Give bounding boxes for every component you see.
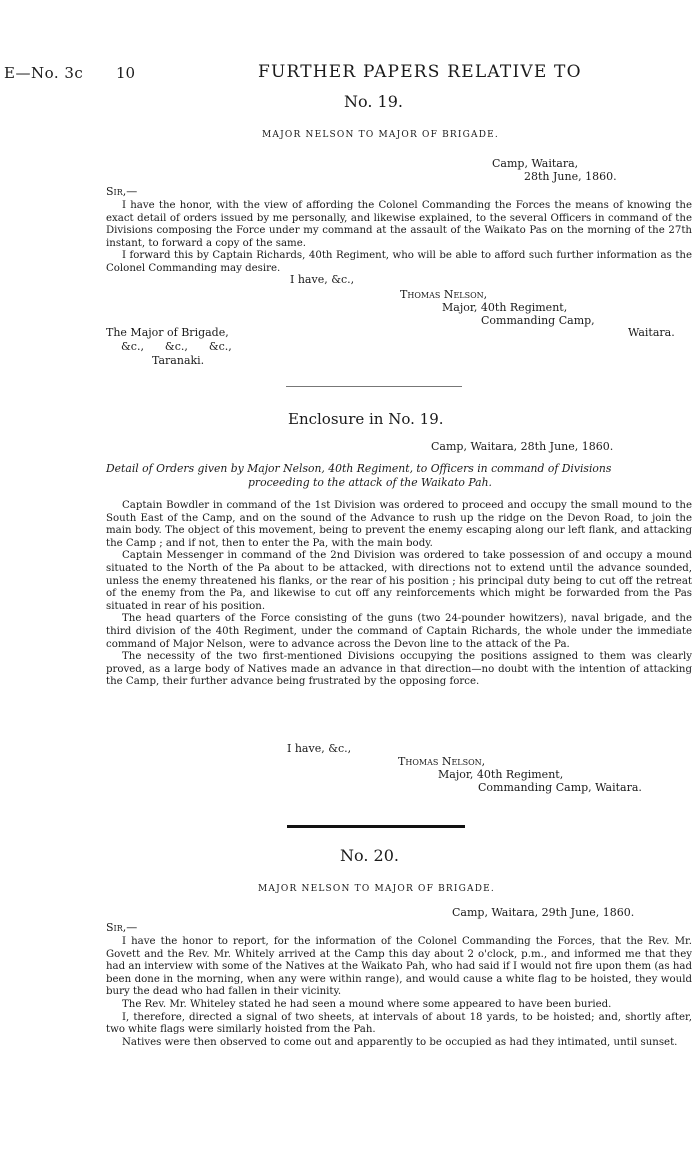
letter-20-body (106, 936, 692, 1049)
document-reference: E—No. 3c (4, 64, 84, 82)
letter-19-signature-rank: Major, 40th Regiment, (442, 301, 568, 314)
enclosure-paragraph: The necessity of the two first-mentioned Divisions occupying the positions assigned to them was clearly proved, as a large body of Natives made an advance in that direction—no doubt with the intention of attacking the Camp, their further advance being frustrated by the opposing force. (106, 651, 692, 688)
enclosure-body (106, 500, 692, 689)
letter-19-closing: I have, &c., (290, 273, 355, 286)
enclosure-paragraph: The head quarters of the Force consisting of the guns (two 24-pounder howitzers), naval brigade, and the third division of the 40th Regiment, under the command of Captain Richards, the whole under the immediate command of Major Nelson, were to advance across the Devon line to the attack of the Pa. (106, 613, 692, 650)
letter-20-subject: MAJOR NELSON TO MAJOR OF BRIGADE. (258, 884, 495, 894)
page-number: 10 (116, 64, 136, 82)
letter-19-paragraph: I forward this by Captain Richards, 40th Regiment, who will be able to afford such further information as the Colonel Commanding may desire. (106, 250, 692, 274)
section-divider (286, 386, 462, 387)
enclosure-closing: I have, &c., (287, 742, 352, 755)
letter-19-body (106, 200, 692, 276)
letter-19-date: 28th June, 1860. (524, 170, 617, 183)
letter-19-addressee-place: Taranaki. (152, 354, 205, 367)
enclosure-title: Enclosure in No. 19. (288, 410, 444, 428)
letter-19-place: Camp, Waitara, (492, 157, 579, 170)
letter-20-paragraph: Natives were then observed to come out and apparently to be occupied as had they intimated, until sunset. (122, 1036, 678, 1048)
letter-19-subject: MAJOR NELSON TO MAJOR OF BRIGADE. (262, 130, 499, 140)
enclosure-heading-line-2: proceeding to the attack of the Waikato Pah. (248, 476, 492, 489)
enclosure-signature-command: Commanding Camp, Waitara. (478, 781, 642, 794)
enclosure-paragraph: Captain Messenger in command of the 2nd Division was ordered to take possession of and occupy a mound situated to the North of the Pa about to be attacked, with directions not to extend until the advance sounded, unless the enemy threatened his flanks, or the rear of his position ; his principal duty being to cut off the retreat of the enemy from the Pa, and likewise to cut off any reinforcements which might be forwarded from the Pas situated in rear of his position. (106, 550, 692, 612)
letter-19-signature-command: Commanding Camp, (481, 314, 595, 327)
enclosure-place-date: Camp, Waitara, 28th June, 1860. (431, 440, 614, 453)
letter-20-salutation: Sir,— (106, 921, 138, 934)
letter-19-salutation: Sir,— (106, 185, 138, 198)
enclosure-paragraph: Captain Bowdler in command of the 1st Division was ordered to proceed and occupy the small mound to the South East of the Camp, and on the sound of the Advance to rush up the ridge on the Devon Road, to join the main body. The object of this movement, being to prevent the enemy escaping along our left flank, and attacking the Camp ; and if not, then to enter the Pa, with the main body. (106, 500, 692, 549)
letter-20-number: No. 20. (340, 846, 399, 865)
letter-19-signature: Thomas Nelson, (400, 288, 488, 301)
letter-19-addressee-etc: &c., &c., &c., (121, 340, 232, 353)
letter-19-addressee: The Major of Brigade, (106, 326, 229, 339)
running-title: FURTHER PAPERS RELATIVE TO (258, 62, 582, 82)
letter-20-place-date: Camp, Waitara, 29th June, 1860. (452, 906, 635, 919)
letter-20-paragraph: The Rev. Mr. Whiteley stated he had seen a mound where some appeared to have been buried. (122, 998, 612, 1010)
section-divider-bold (287, 825, 465, 828)
letter-19-signature-place: Waitara. (628, 326, 675, 339)
letter-19-number: No. 19. (344, 92, 403, 111)
letter-20-paragraph: I have the honor to report, for the information of the Colonel Commanding the Forces, that the Rev. Mr. Govett and the Rev. Mr. Whitely arrived at the Camp this day about 2 o'clock, p.m., and informed me that they had an interview with some of the Natives at the Waikato Pah, who had said if I would not fire upon them (as had been done in the morning, when any were within range), and would cause a white flag to be hoisted, they would bury the dead who had fallen in their vicinity. (106, 936, 692, 998)
letter-19-paragraph: I have the honor, with the view of affording the Colonel Commanding the Forces the means of knowing the exact detail of orders issued by me personally, and likewise explained, to the several Officers in command of the Divisions composing the Force under my command at the assault of the Waikato Pas on the morning of the 27th instant, to forward a copy of the same. (106, 200, 692, 249)
enclosure-signature-rank: Major, 40th Regiment, (438, 768, 564, 781)
letter-20-paragraph: I, therefore, directed a signal of two sheets, at intervals of about 18 yards, to be hoisted; and, shortly after, two white flags were similarly hoisted from the Pah. (106, 1011, 692, 1036)
enclosure-signature: Thomas Nelson, (398, 755, 486, 768)
enclosure-heading-line-1: Detail of Orders given by Major Nelson, 40th Regiment, to Officers in command of Divisions (106, 462, 612, 475)
